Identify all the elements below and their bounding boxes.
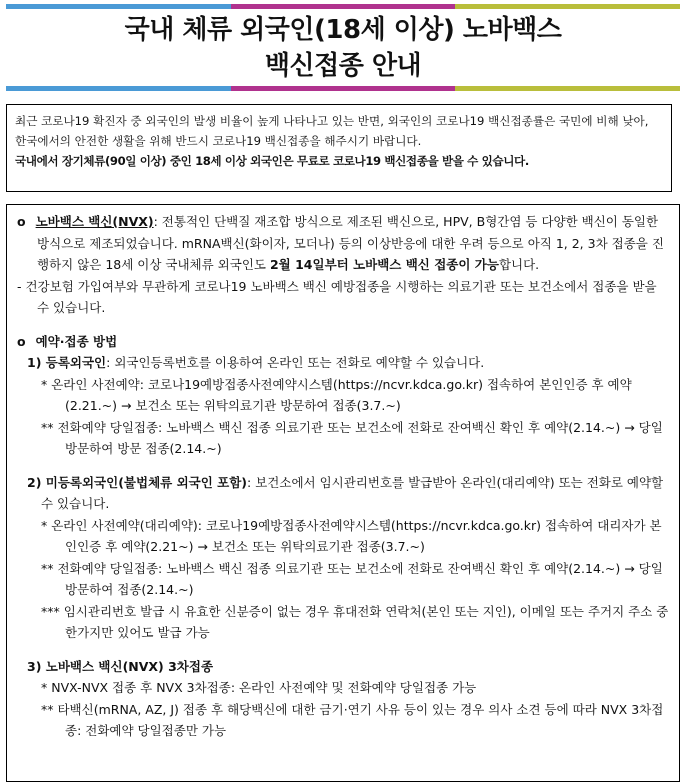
item-mark: * (41, 376, 48, 392)
intro-box (6, 104, 672, 192)
page-title (0, 12, 686, 84)
vaccine-note: - 건강보험 가입여부와 무관하게 코로나19 노바백스 백신 예방접종을 시행하는 의료기관 또는 보건소에서 접종을 받을 수 있습니다. (17, 278, 657, 315)
item-mark: * (41, 680, 48, 695)
item-text: 전화예약 당일접종: 노바백스 백신 접종 의료기관 또는 보건소에 전화로 잔여백신 확인 후 예약(2.14.~) → 당일 방문하여 접종(2.14.~) (57, 560, 663, 597)
item-text: 임시관리번호 발급 시 유효한 신분증이 없는 경우 휴대전화 연락처(본인 또는 지인), 이메일 또는 주거지 주소 중 한가지만 있어도 발급 가능 (63, 603, 669, 640)
vaccine-paragraph (17, 211, 671, 276)
bar-blue (6, 86, 231, 91)
vaccine-end: 합니다. (498, 257, 540, 272)
s2-item-2 (17, 558, 671, 601)
bottom-color-bar (6, 86, 680, 91)
vaccine-date: 2월 14일부터 노바백스 백신 접종이 가능 (269, 257, 499, 272)
item-text: 온라인 사전예약: 코로나19예방접종사전예약시스템(https://ncvr.kdca.go.kr) 접속하여 본인인증 후 예약(2.21.~) → 보건소 또는 위탁의료기관 방문하여 접종(3.7.~) (51, 376, 632, 413)
s3-item-2 (17, 699, 671, 742)
s1-item-2 (17, 417, 671, 460)
s2-item-1 (17, 515, 671, 558)
section-3 (17, 656, 671, 678)
intro-bold-text: 국내에서 장기체류(90일 이상) 중인 18세 이상 외국인은 무료로 코로나19 백신접종을 받을 수 있습니다. (15, 154, 529, 168)
booking-title: 예약·접종 방법 (35, 333, 118, 349)
section-2-title: 2) 미등록외국인(불법체류 외국인 포함) (27, 474, 248, 490)
s2-item-3 (17, 601, 671, 644)
top-color-bar (6, 4, 680, 9)
item-text: 전화예약 당일접종: 노바백스 백신 접종 의료기관 또는 보건소에 전화로 잔여백신 확인 후 예약(2.14.~) → 당일 방문하여 방문 접종(2.14.~) (57, 419, 663, 456)
bar-magenta (231, 86, 456, 91)
item-mark: ** (41, 419, 54, 435)
section-3-title: 3) 노바백스 백신(NVX) 3차접종 (27, 658, 214, 674)
item-text: 온라인 사전예약(대리예약): 코로나19예방접종사전예약시스템(https://ncvr.kdca.go.kr) 접속하여 대리자가 본인인증 후 예약(2.21~) → 보건소 또는 위탁의료기관 접종(3.7.~) (51, 517, 662, 554)
booking-heading (17, 331, 671, 353)
item-text: NVX-NVX 접종 후 NVX 3차접종: 온라인 사전예약 및 전화예약 당일접종 가능 (51, 680, 477, 695)
title-line-1: 국내 체류 외국인(18세 이상) 노바백스 (124, 15, 562, 45)
s3-item-1 (17, 677, 671, 699)
bar-olive (455, 4, 680, 9)
main-box (6, 204, 680, 782)
bar-blue (6, 4, 231, 9)
bar-magenta (231, 4, 456, 9)
title-line-2: 백신접종 안내 (264, 51, 422, 81)
section-2 (17, 472, 671, 515)
item-mark: ** (41, 701, 54, 717)
item-text: 타백신(mRNA, AZ, J) 접종 후 해당백신에 대한 금기·연기 사유 등이 있는 경우 의사 소견 등에 따라 NVX 3차접종: 전화예약 당일접종만 가능 (57, 701, 664, 738)
item-mark: *** (41, 603, 60, 619)
s1-item-1 (17, 374, 671, 417)
section-1 (17, 352, 671, 374)
intro-text: 최근 코로나19 확진자 중 외국인의 발생 비율이 높게 나타나고 있는 반면, 외국인의 코로나19 백신접종률은 국민에 비해 낮아, 한국에서의 안전한 생활을 위해 반드시 코로나19 백신접종을 해주시기 바랍니다. (15, 114, 649, 148)
section-1-text: : 외국인등록번호를 이용하여 온라인 또는 전화로 예약할 수 있습니다. (106, 355, 485, 370)
item-mark: ** (41, 560, 54, 576)
vaccine-name: 노바백스 백신(NVX) (35, 214, 154, 229)
bullet-circle: o (17, 333, 26, 349)
item-mark: * (41, 517, 48, 533)
section-2-text: : 보건소에서 임시관리번호를 발급받아 온라인(대리예약) 또는 전화로 예약할 수 있습니다. (41, 474, 664, 511)
bullet-circle: o (17, 214, 26, 229)
section-1-title: 1) 등록외국인 (27, 355, 107, 370)
bar-olive (455, 86, 680, 91)
vaccine-desc: : 전통적인 단백질 재조합 방식으로 제조된 백신으로, HPV, B형간염 등 다양한 백신이 동일한 방식으로 제조되었습니다. mRNA백신(화이자, 모더나) 등의 이상반응에 대한 우려 등으로 아직 1, 2, 3차 접종을 진행하지 않은 18세 이상 국내체류 외국인도 (37, 214, 664, 272)
